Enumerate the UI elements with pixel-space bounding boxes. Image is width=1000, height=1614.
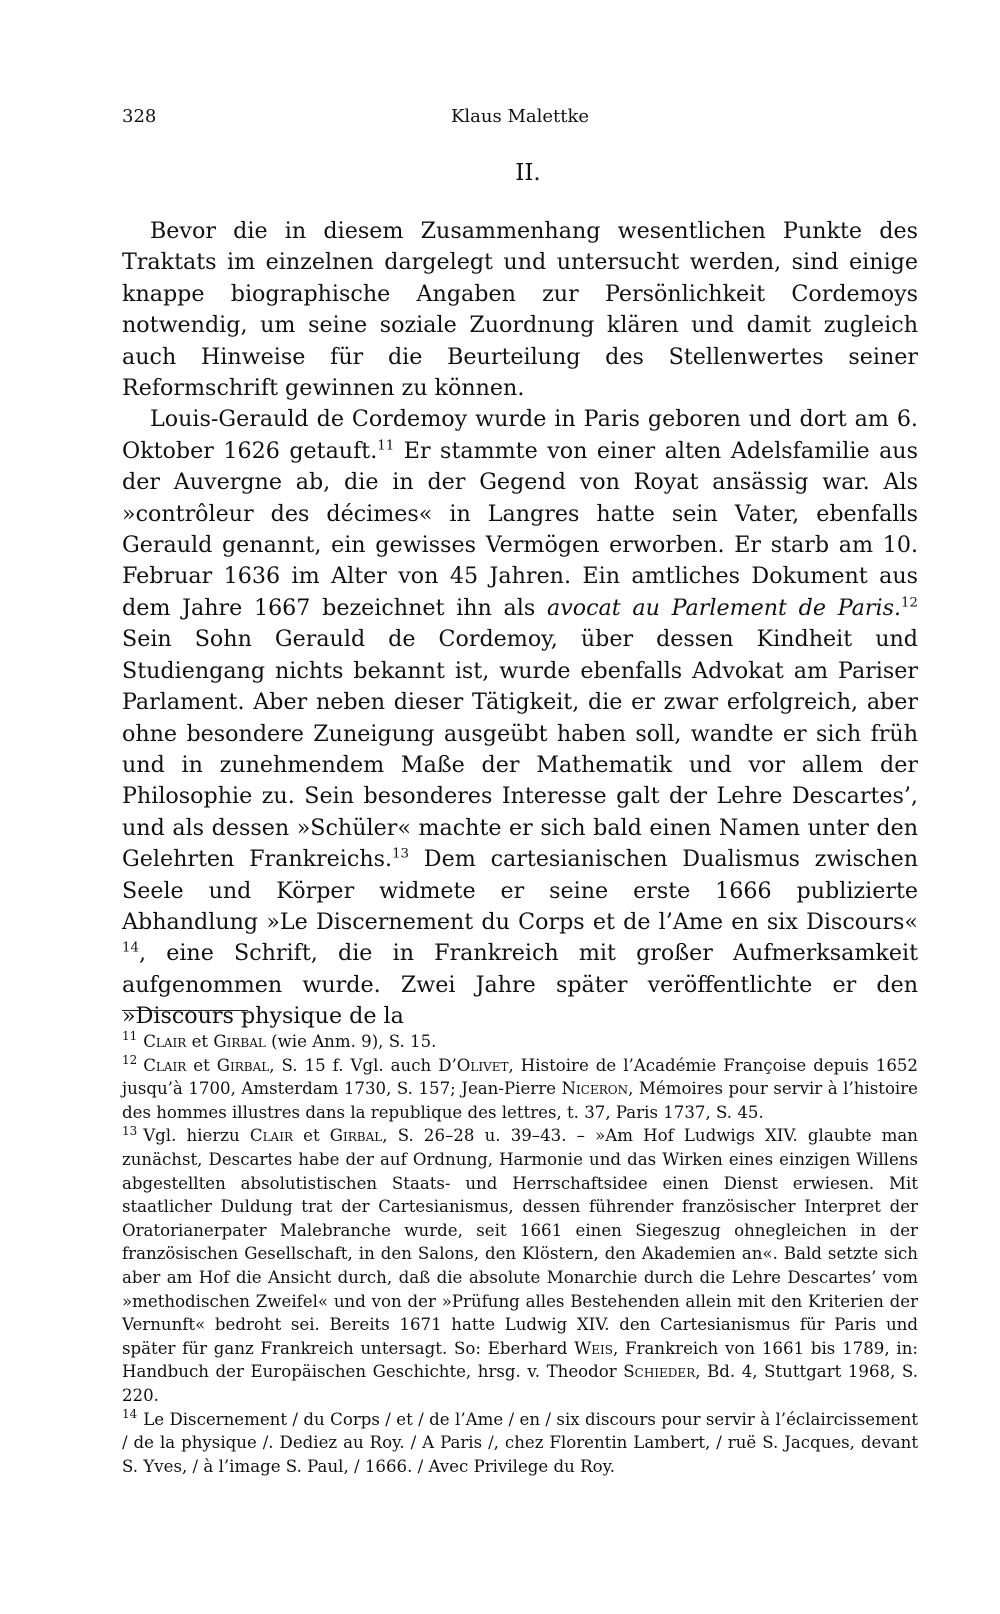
footnote-text: Le Discernement / du Corps / et / de l’Ame / en / six discours pour servir à l’éclaircissement / de la physique /. Dediez au Roy. / A Paris /, chez Florentin Lambert, / ruë S. Jacques, devant S. Yves, / à l’image S. Paul, / 1666. / Avec Privilege du Roy. xyxy=(122,1409,918,1476)
author-name: Weis xyxy=(574,1338,613,1358)
body-text xyxy=(122,216,918,1033)
footnote-text: , S. 26–28 u. 39–43. – »Am Hof Ludwigs XIV. glaubte man zunächst, Descartes habe der auf Ordnung, Harmonie und das Wirken eines einzigen Willens abgestellten absolutistischen Staats- und Herrschaftsidee einen Dienst erwiesen. Mit staatlicher Duldung trat der Cartesianismus, dessen führender französischer Interpret der Oratorianerpater Malebranche wurde, seit 1661 einen Siegeszug ohnegleichen in der französischen Gesellschaft, in den Salons, den Klöstern, den Akademien an«. Bald setzte sich aber am Hof die Ansicht durch, daß die absolute Monarchie durch die Lehre Descartes’ vom »methodischen Zweifel« und von der »Prüfung alles Bestehenden allein mit den Kriterien der Vernunft« bedroht sei. Bereits 1671 hatte Ludwig XIV. den Cartesianismus für Paris und später für ganz Frankreich untersagt. So: Eberhard xyxy=(122,1126,918,1358)
footnote xyxy=(122,1030,918,1054)
footnote xyxy=(122,1124,918,1407)
author-name: Niceron xyxy=(561,1079,629,1099)
page-number: 328 xyxy=(122,106,157,127)
footnote-divider xyxy=(122,1010,248,1011)
footnote-number: 13 xyxy=(122,1123,138,1138)
author-name: Clair xyxy=(249,1126,293,1146)
footnote-text: et xyxy=(186,1032,214,1051)
paragraph-text: Bevor die in diesem Zusammenhang wesentlichen Punkte des Traktats im einzelnen dargelegt und untersucht werden, sind einige knappe biographische Angaben zur Persönlichkeit Cordemoys notwendig, um seine soziale Zuordnung klären und damit zugleich auch Hinweise für die Beurteilung des Stellenwertes seiner Reformschrift gewinnen zu können. xyxy=(122,218,918,402)
footnote-text: Vgl. hierzu xyxy=(143,1126,250,1146)
footnote-text: , S. 15 f. Vgl. auch D’ xyxy=(269,1055,457,1075)
footnote-text: , Bd. 4, Stuttgart 1968, S. 220. xyxy=(122,1362,918,1405)
footnote-text: , Frankreich von 1661 bis 1789, in: Handbuch der Europäischen Geschichte, hrsg. v. Theodor xyxy=(122,1338,918,1382)
footnote-number: 11 xyxy=(122,1029,138,1044)
footnote-text: , Histoire de l’Académie Françoise depuis 1652 jusqu’à 1700, Amsterdam 1730, S. 157; Jean-Pierre xyxy=(122,1055,918,1099)
paragraph-text: Er stammte von einer alten Adelsfamilie aus der Auvergne ab, die in der Gegend von Royat ansässig war. Als »contrôleur des décimes« in Langres hatte sein Vater, ebenfalls Gerauld genannt, ein gewisses Vermögen erworben. Er starb am 10. Februar 1636 im Alter von 45 Jahren. Ein amtliches Dokument aus dem Jahre 1667 bezeichnet ihn als xyxy=(122,437,918,621)
author-name: Clair xyxy=(143,1032,187,1051)
paragraph-text: , eine Schrift, die in Frankreich mit großer Aufmerksamkeit aufgenommen wurde. Zwei Jahre später veröffentlichte er den »Discours physique de la xyxy=(122,940,918,1030)
author-name: Olivet xyxy=(456,1055,509,1075)
footnote-ref[interactable]: 14 xyxy=(122,940,139,956)
footnote-text: et xyxy=(186,1055,217,1075)
running-head: Klaus Malettke xyxy=(450,106,590,127)
author-name: Girbal xyxy=(213,1032,266,1051)
author-name: Schieder xyxy=(623,1362,696,1382)
paragraph-text: Dem cartesianischen Dualismus zwischen Seele und Körper widmete er seine erste 1666 publizierte Abhandlung »Le Discernement du Corps et de l’Ame en six Discours« xyxy=(122,846,918,935)
footnote-ref[interactable]: 11 xyxy=(377,438,395,454)
paragraph-text: Louis-Gerauld de Cordemoy wurde in Paris geboren und dort am 6. Oktober 1626 getauft. xyxy=(122,406,918,464)
author-name: Clair xyxy=(143,1055,187,1075)
footnote-text: (wie Anm. 9), S. 15. xyxy=(265,1032,437,1051)
author-name: Girbal xyxy=(216,1055,270,1075)
footnote-text: et xyxy=(292,1126,330,1146)
footnote xyxy=(122,1054,918,1125)
footnote xyxy=(122,1408,918,1479)
footnote-ref[interactable]: 13 xyxy=(392,846,410,862)
italic-quote: avocat au Parlement de Paris. xyxy=(546,594,902,621)
paragraph xyxy=(122,216,918,404)
page-header xyxy=(122,106,918,136)
paragraph xyxy=(122,404,918,1032)
section-heading: II. xyxy=(515,160,541,186)
footnote-text: , Mémoires pour servir à l’histoire des hommes illustres dans la republique des lettres, t. 37, Paris 1737, S. 45. xyxy=(122,1079,918,1122)
footnote-number: 12 xyxy=(122,1053,138,1068)
footnote-number: 14 xyxy=(122,1406,138,1421)
author-name: Girbal xyxy=(329,1126,383,1146)
paragraph-text: Sein Sohn Gerauld de Cordemoy, über dessen Kindheit und Studiengang nichts bekannt ist, wurde ebenfalls Advokat am Pariser Parlament. Aber neben dieser Tätigkeit, die er zwar erfolgreich, aber ohne besondere Zuneigung ausgeübt haben soll, wandte er sich früh und in zunehmendem Maße der Mathematik und vor allem der Philosophie zu. Sein besonderes Interesse galt der Lehre Descartes’, und als dessen »Schüler« machte er sich bald einen Namen unter den Gelehrten Frankreichs. xyxy=(122,626,918,873)
footnote-ref[interactable]: 12 xyxy=(901,595,918,611)
footnotes xyxy=(122,1030,918,1478)
